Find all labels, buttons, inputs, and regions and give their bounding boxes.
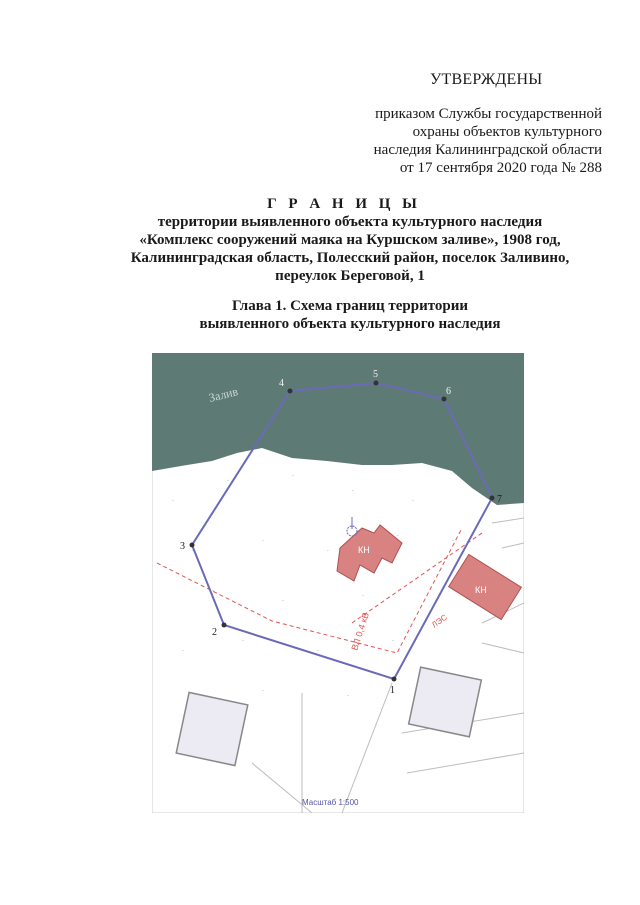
- subtitle-line-4: переулок Береговой, 1: [275, 268, 425, 284]
- point-label-7: 7: [497, 494, 502, 505]
- water-label: Залив: [207, 384, 240, 405]
- point-label-3: 3: [180, 541, 185, 552]
- svg-text:·: ·: [182, 648, 184, 655]
- grey-building-left: [176, 692, 248, 765]
- power-line-label: ВЛ 0,4 кВ: [349, 611, 372, 652]
- svg-text:·: ·: [227, 478, 229, 485]
- svg-text:·: ·: [362, 593, 364, 600]
- chapter-line-1: Глава 1. Схема границ территории: [231, 298, 469, 314]
- document-title: Г Р А Н И Ц Ы: [267, 196, 421, 212]
- svg-text:·: ·: [472, 483, 474, 490]
- svg-text:·: ·: [212, 588, 214, 595]
- point-label-4: 4: [279, 378, 284, 389]
- chapter-line-2: выявленного объекта культурного наследия: [199, 316, 501, 332]
- svg-text:·: ·: [317, 648, 319, 655]
- power-line-label-2: ЛЭС: [429, 612, 449, 630]
- point-label-2: 2: [212, 627, 217, 638]
- subtitle-line-1: территории выявленного объекта культурного наследия: [157, 214, 543, 230]
- svg-text:·: ·: [412, 498, 414, 505]
- approval-line-4: от 17 сентября 2020 года № 288: [399, 160, 602, 176]
- svg-text:·: ·: [347, 693, 349, 700]
- building-label-2: КН: [475, 585, 487, 595]
- svg-text:·: ·: [397, 533, 399, 540]
- point-label-6: 6: [446, 386, 451, 397]
- svg-text:·: ·: [352, 488, 354, 495]
- approval-line-1: приказом Службы государственной: [375, 106, 602, 122]
- approval-line-3: наследия Калининградской области: [373, 142, 602, 158]
- approval-heading: УТВЕРЖДЕНЫ: [430, 71, 543, 88]
- svg-text:·: ·: [327, 548, 329, 555]
- subtitle-line-2: «Комплекс сооружений маяка на Куршском заливе», 1908 год,: [139, 232, 561, 248]
- point-label-5: 5: [373, 369, 378, 380]
- svg-text:·: ·: [452, 538, 454, 545]
- svg-text:·: ·: [242, 638, 244, 645]
- svg-text:·: ·: [172, 498, 174, 505]
- svg-text:·: ·: [182, 430, 184, 437]
- scale-label: Масштаб 1:500: [302, 798, 359, 807]
- svg-text:·: ·: [322, 410, 324, 417]
- svg-text:·: ·: [262, 688, 264, 695]
- svg-text:·: ·: [387, 428, 389, 435]
- approval-line-2: охраны объектов культурного: [412, 124, 602, 140]
- point-label-1: 1: [390, 685, 395, 696]
- svg-text:·: ·: [247, 418, 249, 425]
- grey-building-right: [409, 667, 482, 737]
- svg-text:·: ·: [282, 438, 284, 445]
- svg-text:·: ·: [292, 473, 294, 480]
- building-label-1: КН: [358, 545, 370, 555]
- svg-text:·: ·: [262, 538, 264, 545]
- boundary-map: [152, 353, 524, 813]
- svg-text:·: ·: [192, 548, 194, 555]
- svg-text:·: ·: [392, 638, 394, 645]
- svg-text:·: ·: [452, 408, 454, 415]
- svg-text:·: ·: [282, 598, 284, 605]
- subtitle-line-3: Калининградская область, Полесский район, поселок Заливино,: [130, 250, 570, 266]
